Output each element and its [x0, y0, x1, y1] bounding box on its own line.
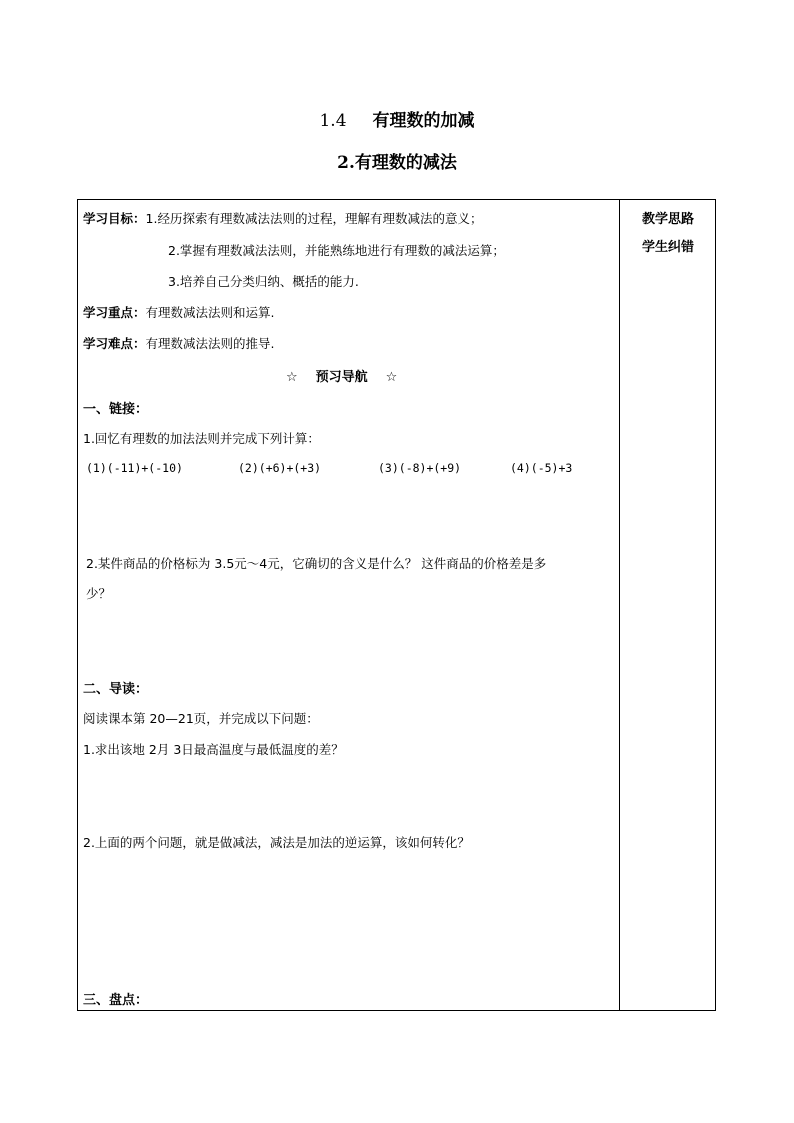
- guide-heading: 二、导读：: [83, 682, 149, 697]
- star-icon: ☆: [286, 370, 298, 385]
- link-question-2-line-2: 少？: [86, 586, 112, 601]
- link-heading: 一、链接：: [83, 402, 149, 417]
- link-question-2-line-1: 2.某件商品的价格标为 3.5元～4元，它确切的含义是什么？ 这件商品的价格差是多: [86, 556, 547, 571]
- calc-2: (2)(+6)+(+3): [238, 461, 322, 475]
- guide-question-1: 1.求出该地 2月 3日最高温度与最低温度的差？: [83, 742, 344, 757]
- calc-4: (4)(-5)+3: [510, 461, 573, 475]
- section-number: 1.4: [319, 111, 347, 131]
- objectives-row: [83, 209, 482, 227]
- link-question-1: 1.回忆有理数的加法法则并完成下列计算：: [83, 431, 320, 446]
- guide-question-2: 2.上面的两个问题，就是做减法，减法是加法的逆运算，该如何转化？: [83, 835, 470, 850]
- objectives-label: 学习目标：: [83, 211, 146, 226]
- objective-3: 3.培养自己分类归纳、概括的能力.: [168, 274, 359, 289]
- guide-intro: 阅读课本第 20—21页，并完成以下问题：: [83, 711, 319, 726]
- summary-heading: 三、盘点：: [83, 993, 149, 1008]
- key-point-row: [83, 303, 275, 321]
- main-title-text: 有理数的加减: [372, 111, 475, 131]
- calc-1: (1)(-11)+(-10): [86, 461, 183, 475]
- subtitle: 2.有理数的减法: [337, 153, 457, 173]
- calc-3: (3)(-8)+(+9): [378, 461, 462, 475]
- side-label-teaching: 教学思路: [641, 212, 694, 227]
- side-label-correction: 学生纠错: [641, 240, 694, 255]
- difficulty-text: 有理数减法法则的推导.: [145, 336, 275, 351]
- difficulty-row: [83, 334, 275, 352]
- main-title: [0, 106, 794, 131]
- difficulty-label: 学习难点：: [83, 336, 146, 351]
- key-point-label: 学习重点：: [83, 305, 146, 320]
- key-point-text: 有理数减法法则和运算.: [145, 305, 275, 320]
- preview-heading: [286, 366, 397, 385]
- preview-label: 预习导航: [315, 370, 368, 385]
- objective-2: 2.掌握有理数减法法则，并能熟练地进行有理数的减法运算；: [168, 243, 505, 258]
- star-icon: ☆: [385, 370, 398, 385]
- column-divider: [619, 199, 620, 1011]
- objective-1: 1.经历探索有理数减法法则的过程，理解有理数减法的意义；: [145, 211, 483, 226]
